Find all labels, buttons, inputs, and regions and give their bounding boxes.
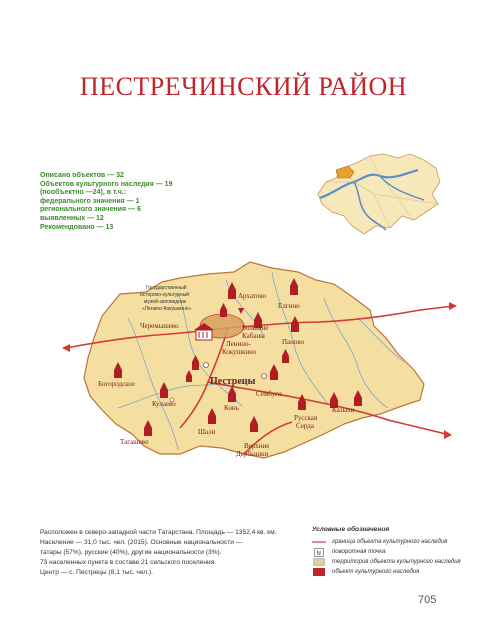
label-arkatovo: Архатово [238,292,267,300]
stat-line: федерального значения — 1 [40,197,140,205]
page-number: 705 [418,594,437,606]
museum-label-line: «Ленино-Кокушкино» [142,306,192,312]
legend-item [312,567,472,577]
label-shali: Шали [198,428,216,436]
label-tagashevo: Тагашево [120,438,149,446]
museum-label-line: историко-культурный [140,292,190,298]
label-bogorodskoe: Богородское [98,380,135,388]
map-legend [312,526,472,577]
label-elgino: Елгино [278,302,300,310]
description-line: татары (57%), русские (40%), другие национальности (3%). [40,549,222,556]
heritage-object-swatch-icon [312,568,326,576]
label-kon: Конь [224,404,239,412]
district-map-svg [58,258,458,470]
stat-line: регионального значения — 6 [40,206,141,214]
label-panovo: Пановo [282,338,305,346]
district-description [40,528,300,578]
stat-line: Описано объектов — 32 [40,172,124,179]
label-sembugi: Сембуги [256,390,282,398]
legend-title: Условные обозначения [312,526,390,533]
label-kulaevo: Кулаево [152,400,176,408]
legend-item [312,547,472,557]
legend-label: граница объекта культурного наследия [332,539,448,545]
stat-line: выявленных — 12 [40,214,104,222]
label-kazyli: Казыли [332,406,355,414]
page-title: ПЕСТРЕЧИНСКИЙ РАЙОН [79,72,408,101]
museum-label-line: музей-заповедник [144,299,186,305]
label-kabany: Кабаны [242,332,265,340]
label-bolshie: Большие [242,324,269,332]
boundary-line-icon [312,538,326,546]
description-line: Расположен в северо-западной части Татарстана. Площадь — 1352,4 кв. км. [40,529,277,536]
description-line: 73 населенных пункта в составе 21 сельского поселения. [40,559,217,566]
legend-item [312,557,472,567]
stats-block [40,172,172,232]
turning-point-symbol: N [316,550,321,557]
legend-label: поворотная точка [332,549,386,555]
legend-label: территория объекта культурного наследия [332,559,461,565]
turning-point-legend-icon [312,548,326,556]
label-serda: Серда [296,422,314,430]
description-line: Центр — с. Пестрецы (8,1 тыс. чел.). [40,569,154,576]
description-line: Население — 31,0 тыс. чел. (2015). Основные национальности — [40,539,243,546]
label-cheremyshevo: Черемышево [140,322,179,330]
stat-line: Рекомендовано — 13 [40,223,114,231]
legend-item [312,537,472,547]
territory-swatch-icon [312,558,326,566]
label-lenino: Ленино- [226,340,251,348]
legend-label: объект культурного наследия [332,569,420,575]
museum-label-line: Государственный [146,285,187,291]
inset-locator-map [314,142,444,242]
label-pestrecy: Пестрецы [210,376,256,387]
stat-line: Объектов культурного наследия — 19 [40,180,173,188]
label-verhnie: Верхние [244,442,270,450]
tatarstan-outline [318,154,440,234]
label-kokushkino: Кокушкино [222,348,257,356]
stat-line: (пообъектно —24), в т.ч.: [40,189,127,197]
label-derbyshki: Дербышки [236,450,269,458]
district-map [58,258,458,470]
label-russkaya: Русская [294,414,318,422]
